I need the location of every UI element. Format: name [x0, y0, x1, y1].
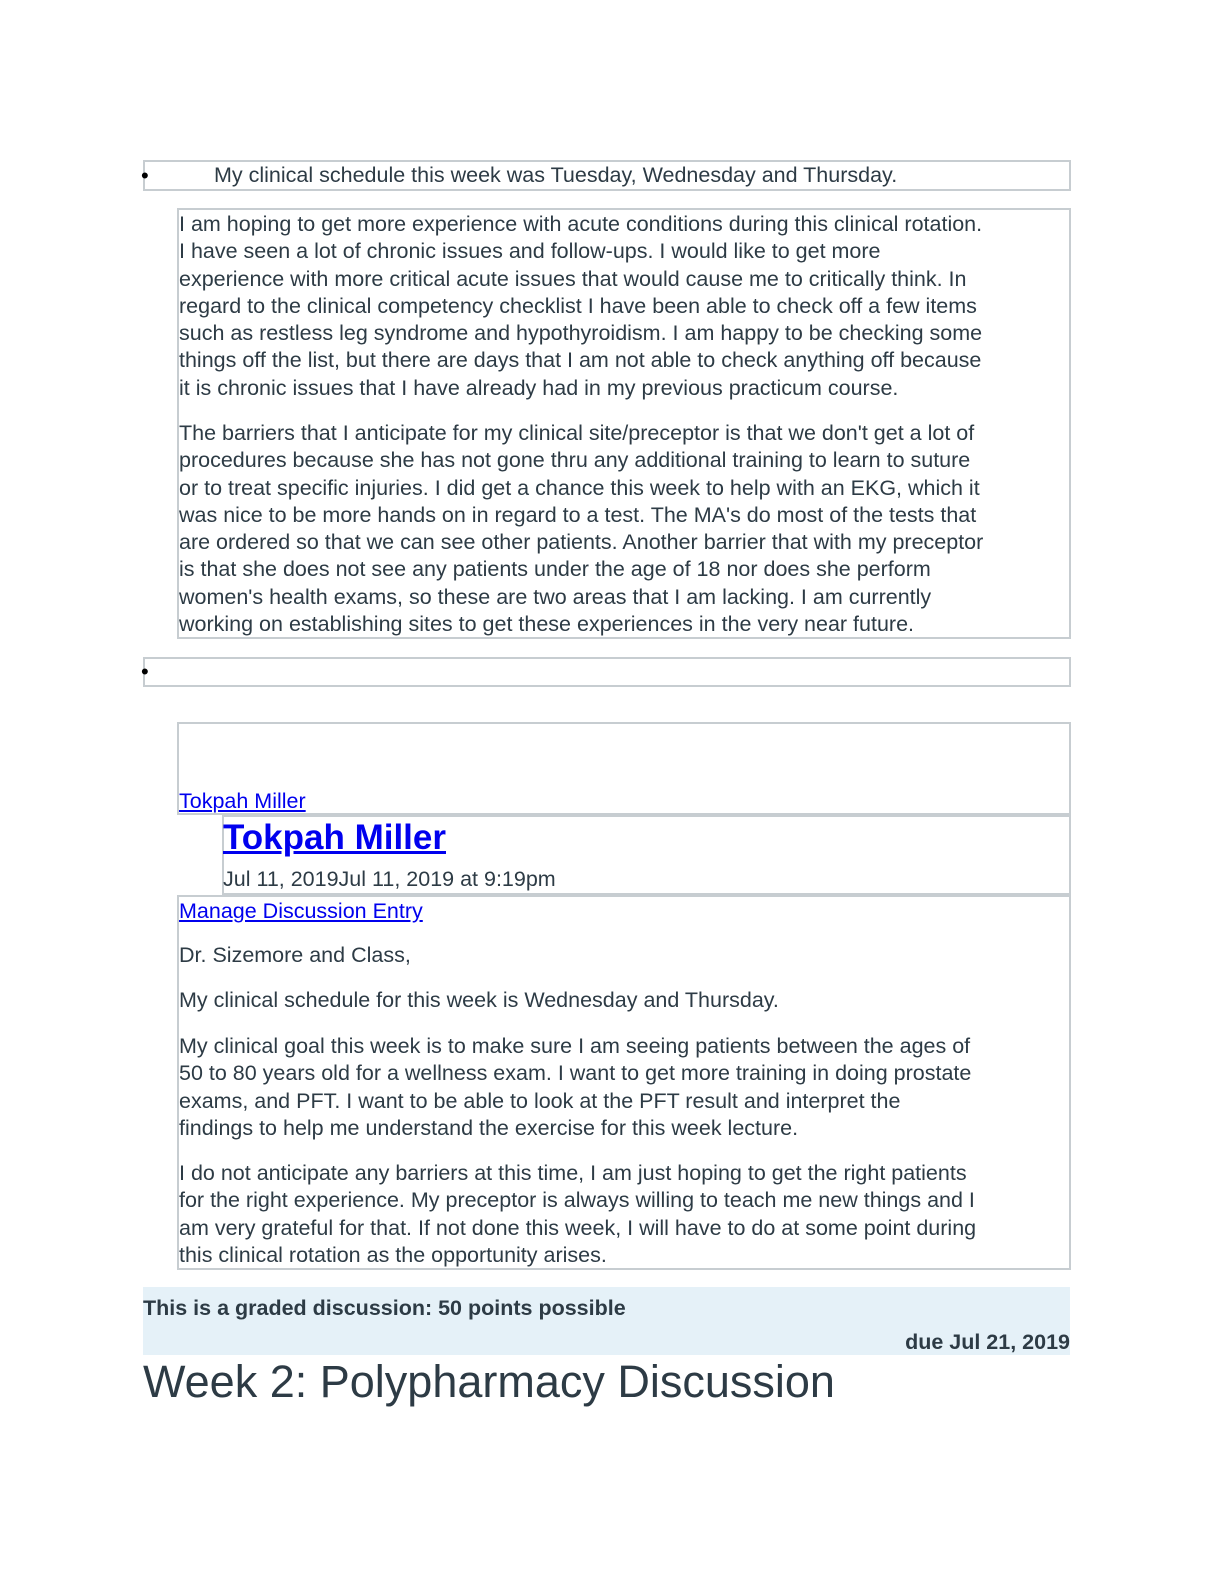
paragraph-line: women's health exams, so these are two areas that I am lacking. I am currently [179, 584, 932, 609]
paragraph-line: procedures because she has not gone thru any additional training to learn to suture [179, 448, 971, 473]
paragraph-line: this clinical rotation as the opportunity arises. [179, 1242, 607, 1267]
entry-paragraph-barriers [179, 420, 1079, 638]
paragraph-line: are ordered so that we can see other patients. Another barrier that with my preceptor [179, 530, 984, 555]
paragraph-line: findings to help me understand the exercise for this week lecture. [179, 1115, 799, 1140]
paragraph-line: My clinical goal this week is to make sure I am seeing patients between the ages of [179, 1034, 971, 1058]
schedule-text: My clinical schedule this week was Tuesday, Wednesday and Thursday. [214, 163, 898, 187]
paragraph-line: I am hoping to get more experience with acute conditions during this clinical rotation. [179, 212, 983, 236]
paragraph-line: was nice to be more hands on in regard to a test. The MA's do most of the tests that [179, 502, 977, 527]
paragraph-line: working on establishing sites to get these experiences in the very near future. [179, 612, 914, 637]
paragraph-line: The barriers that I anticipate for my clinical site/preceptor is that we don't get a lot of [179, 421, 975, 445]
paragraph-line: am very grateful for that. If not done this week, I will have to do at some point during [179, 1215, 977, 1240]
avatar-area [177, 722, 1071, 815]
paragraph-line: or to treat specific injuries. I did get a chance this week to help with an EKG, which it [179, 475, 980, 500]
author-name-link[interactable]: Tokpah Miller [223, 818, 446, 857]
post-timestamp: Jul 11, 2019Jul 11, 2019 at 9:19pm [223, 867, 556, 891]
entry-paragraph-goals [179, 1033, 1079, 1142]
empty-list-row [143, 657, 1071, 687]
paragraph-line: things off the list, but there are days that I am not able to check anything off because [179, 348, 982, 373]
schedule-text: My clinical schedule for this week is Wednesday and Thursday. [179, 988, 779, 1012]
paragraph-line: is that she does not see any patients under the age of 18 nor does she perform [179, 557, 931, 582]
greeting-text: Dr. Sizemore and Class, [179, 943, 411, 967]
paragraph-line: such as restless leg syndrome and hypothyroidism. I am happy to be checking some [179, 321, 983, 346]
paragraph-line: regard to the clinical competency checklist I have been able to check off a few items [179, 293, 977, 318]
paragraph-line: I have seen a lot of chronic issues and follow-ups. I would like to get more [179, 239, 881, 264]
graded-discussion-banner [143, 1287, 1070, 1355]
paragraph-line: experience with more critical acute issues that would cause me to critically think. In [179, 266, 967, 291]
paragraph-line: I do not anticipate any barriers at this time, I am just hoping to get the right patients [179, 1161, 967, 1185]
manage-entry-link[interactable]: Manage Discussion Entry [179, 899, 423, 923]
entry-paragraph-goals [179, 211, 1079, 402]
paragraph-line: for the right experience. My preceptor is always willing to teach me new things and I [179, 1188, 975, 1213]
paragraph-line: it is chronic issues that I have already had in my previous practicum course. [179, 375, 899, 400]
author-avatar-link[interactable]: Tokpah Miller [179, 789, 306, 813]
bullet-marker: • [141, 163, 149, 188]
entry-paragraph-barriers [179, 1160, 1079, 1269]
bullet-marker: • [141, 659, 149, 684]
points-possible-label: This is a graded discussion: 50 points possible [143, 1296, 626, 1320]
paragraph-line: 50 to 80 years old for a wellness exam. I want to get more training in doing prostate [179, 1061, 972, 1086]
due-date-label: due Jul 21, 2019 [905, 1330, 1070, 1354]
discussion-title: Week 2: Polypharmacy Discussion [143, 1356, 835, 1407]
paragraph-line: exams, and PFT. I want to be able to look at the PFT result and interpret the [179, 1088, 901, 1113]
